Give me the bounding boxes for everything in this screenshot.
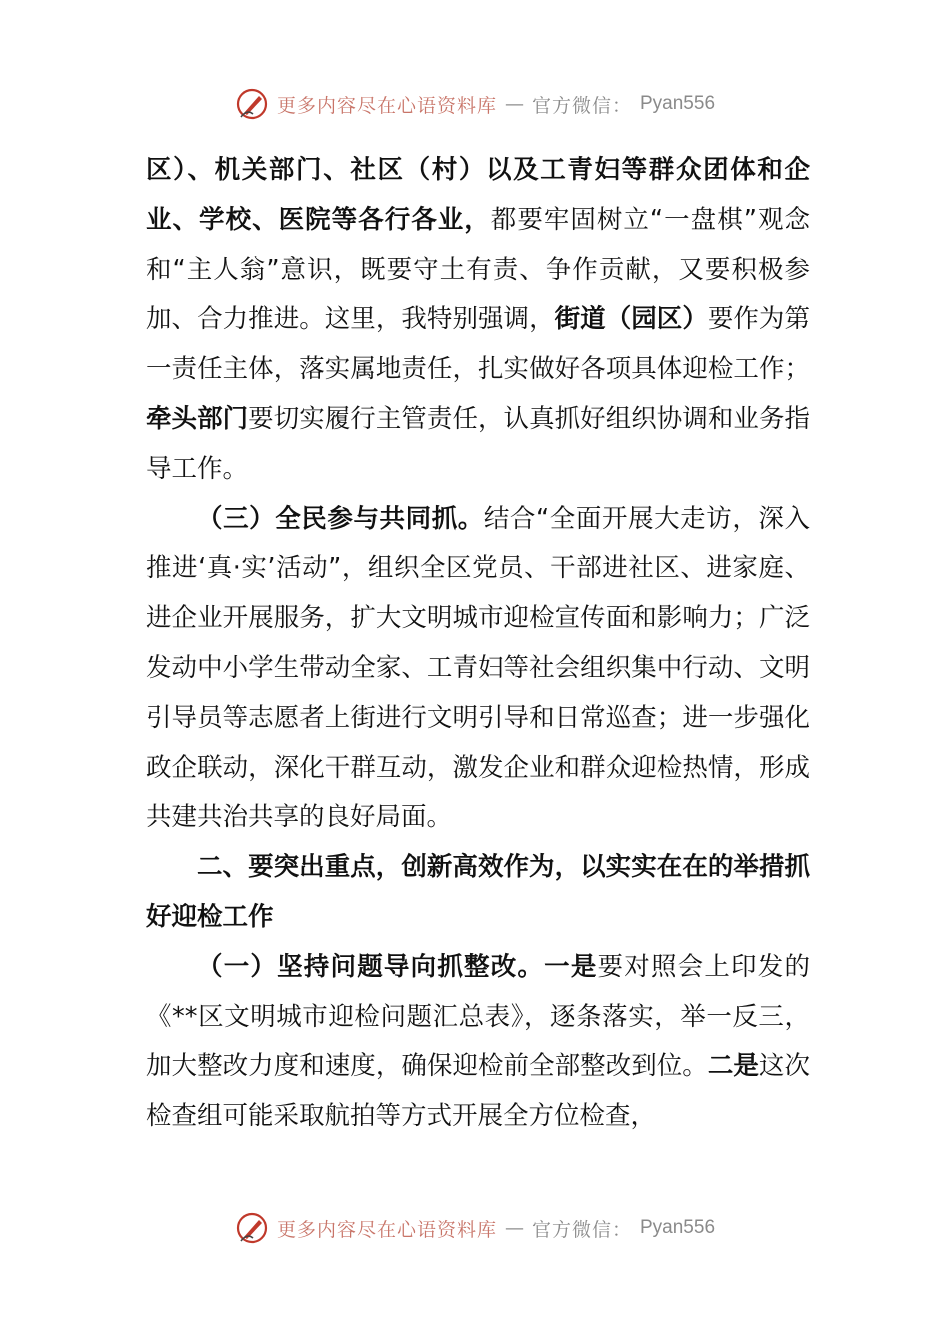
- watermark-header: [0, 84, 950, 124]
- watermark-footer: [0, 1208, 950, 1248]
- bold-first: 一是: [544, 951, 598, 982]
- watermark-separator: —: [504, 1217, 524, 1239]
- bold-street-park: 街道（园区）: [554, 304, 708, 335]
- text-segment: 要切实履行主管责任，认真抓好组织协调和业务指导工作。: [146, 403, 810, 484]
- pen-circle-logo-icon: [235, 87, 269, 121]
- paragraph-responsibility: [146, 146, 810, 495]
- watermark-wechat-id: Pyan556: [640, 93, 716, 114]
- paragraph-public-participation: [146, 495, 810, 844]
- subheading-public-participation: （三）全民参与共同抓。: [197, 503, 484, 534]
- watermark-wechat-label: 官方微信：: [531, 1218, 632, 1241]
- watermark-text: 更多内容尽在心语资料库: [276, 1218, 497, 1241]
- pen-circle-logo-icon: [235, 1211, 269, 1245]
- text-segment: 结合“全面开展大走访，深入推进‘真·实’活动”，组织全区党员、干部进社区、进家庭、进企业开展服务，扩大文明城市迎检宣传面和影响力；广泛发动中小学生带动全家、工青妇等社会组织集中行动、文明引导员等志愿者上街进行文明引导和日常巡查；进一步强化政企联动，深化干群互动，激发企业和群众迎检热情，形成共建共治共享的良好局面。: [146, 503, 810, 833]
- subheading-problem-oriented: （一）坚持问题导向抓整改。: [197, 951, 545, 982]
- text-segment: 要对照会上印发的《**区文明城市迎检问题汇总表》，逐条落实，举一反三，加大整改力度和速度，确保迎检前全部整改到位。: [146, 951, 810, 1082]
- text-segment: 要作为第一责任主体，落实属地责任，扎实做好各项具体迎检工作；: [146, 304, 810, 385]
- bold-second: 二是: [707, 1051, 759, 1082]
- text-segment: 这次检查组可能采取航拍等方式开展全方位检查，: [146, 1051, 810, 1132]
- watermark-separator: —: [504, 93, 524, 115]
- watermark-wechat-label: 官方微信：: [531, 94, 632, 117]
- paragraph-rectification: [146, 943, 810, 1142]
- bold-lead-departments: 牵头部门: [146, 403, 249, 434]
- watermark-text: 更多内容尽在心语资料库: [276, 94, 497, 117]
- document-body: [146, 146, 810, 1142]
- watermark-wechat-id: Pyan556: [640, 1217, 716, 1238]
- bold-units-list: 区）、机关部门、社区（村）以及工青妇等群众团体和企业、学校、医院等各行各业，: [146, 155, 810, 235]
- text-segment: 都要牢固树立“一盘棋”观念和“主人翁”意识，既要守土有责、争作贡献，又要积极参加、合力推进。这里，我特别强调，: [146, 204, 810, 335]
- section-heading-two: 二、要突出重点，创新高效作为，以实实在在的举措抓好迎检工作: [146, 852, 810, 932]
